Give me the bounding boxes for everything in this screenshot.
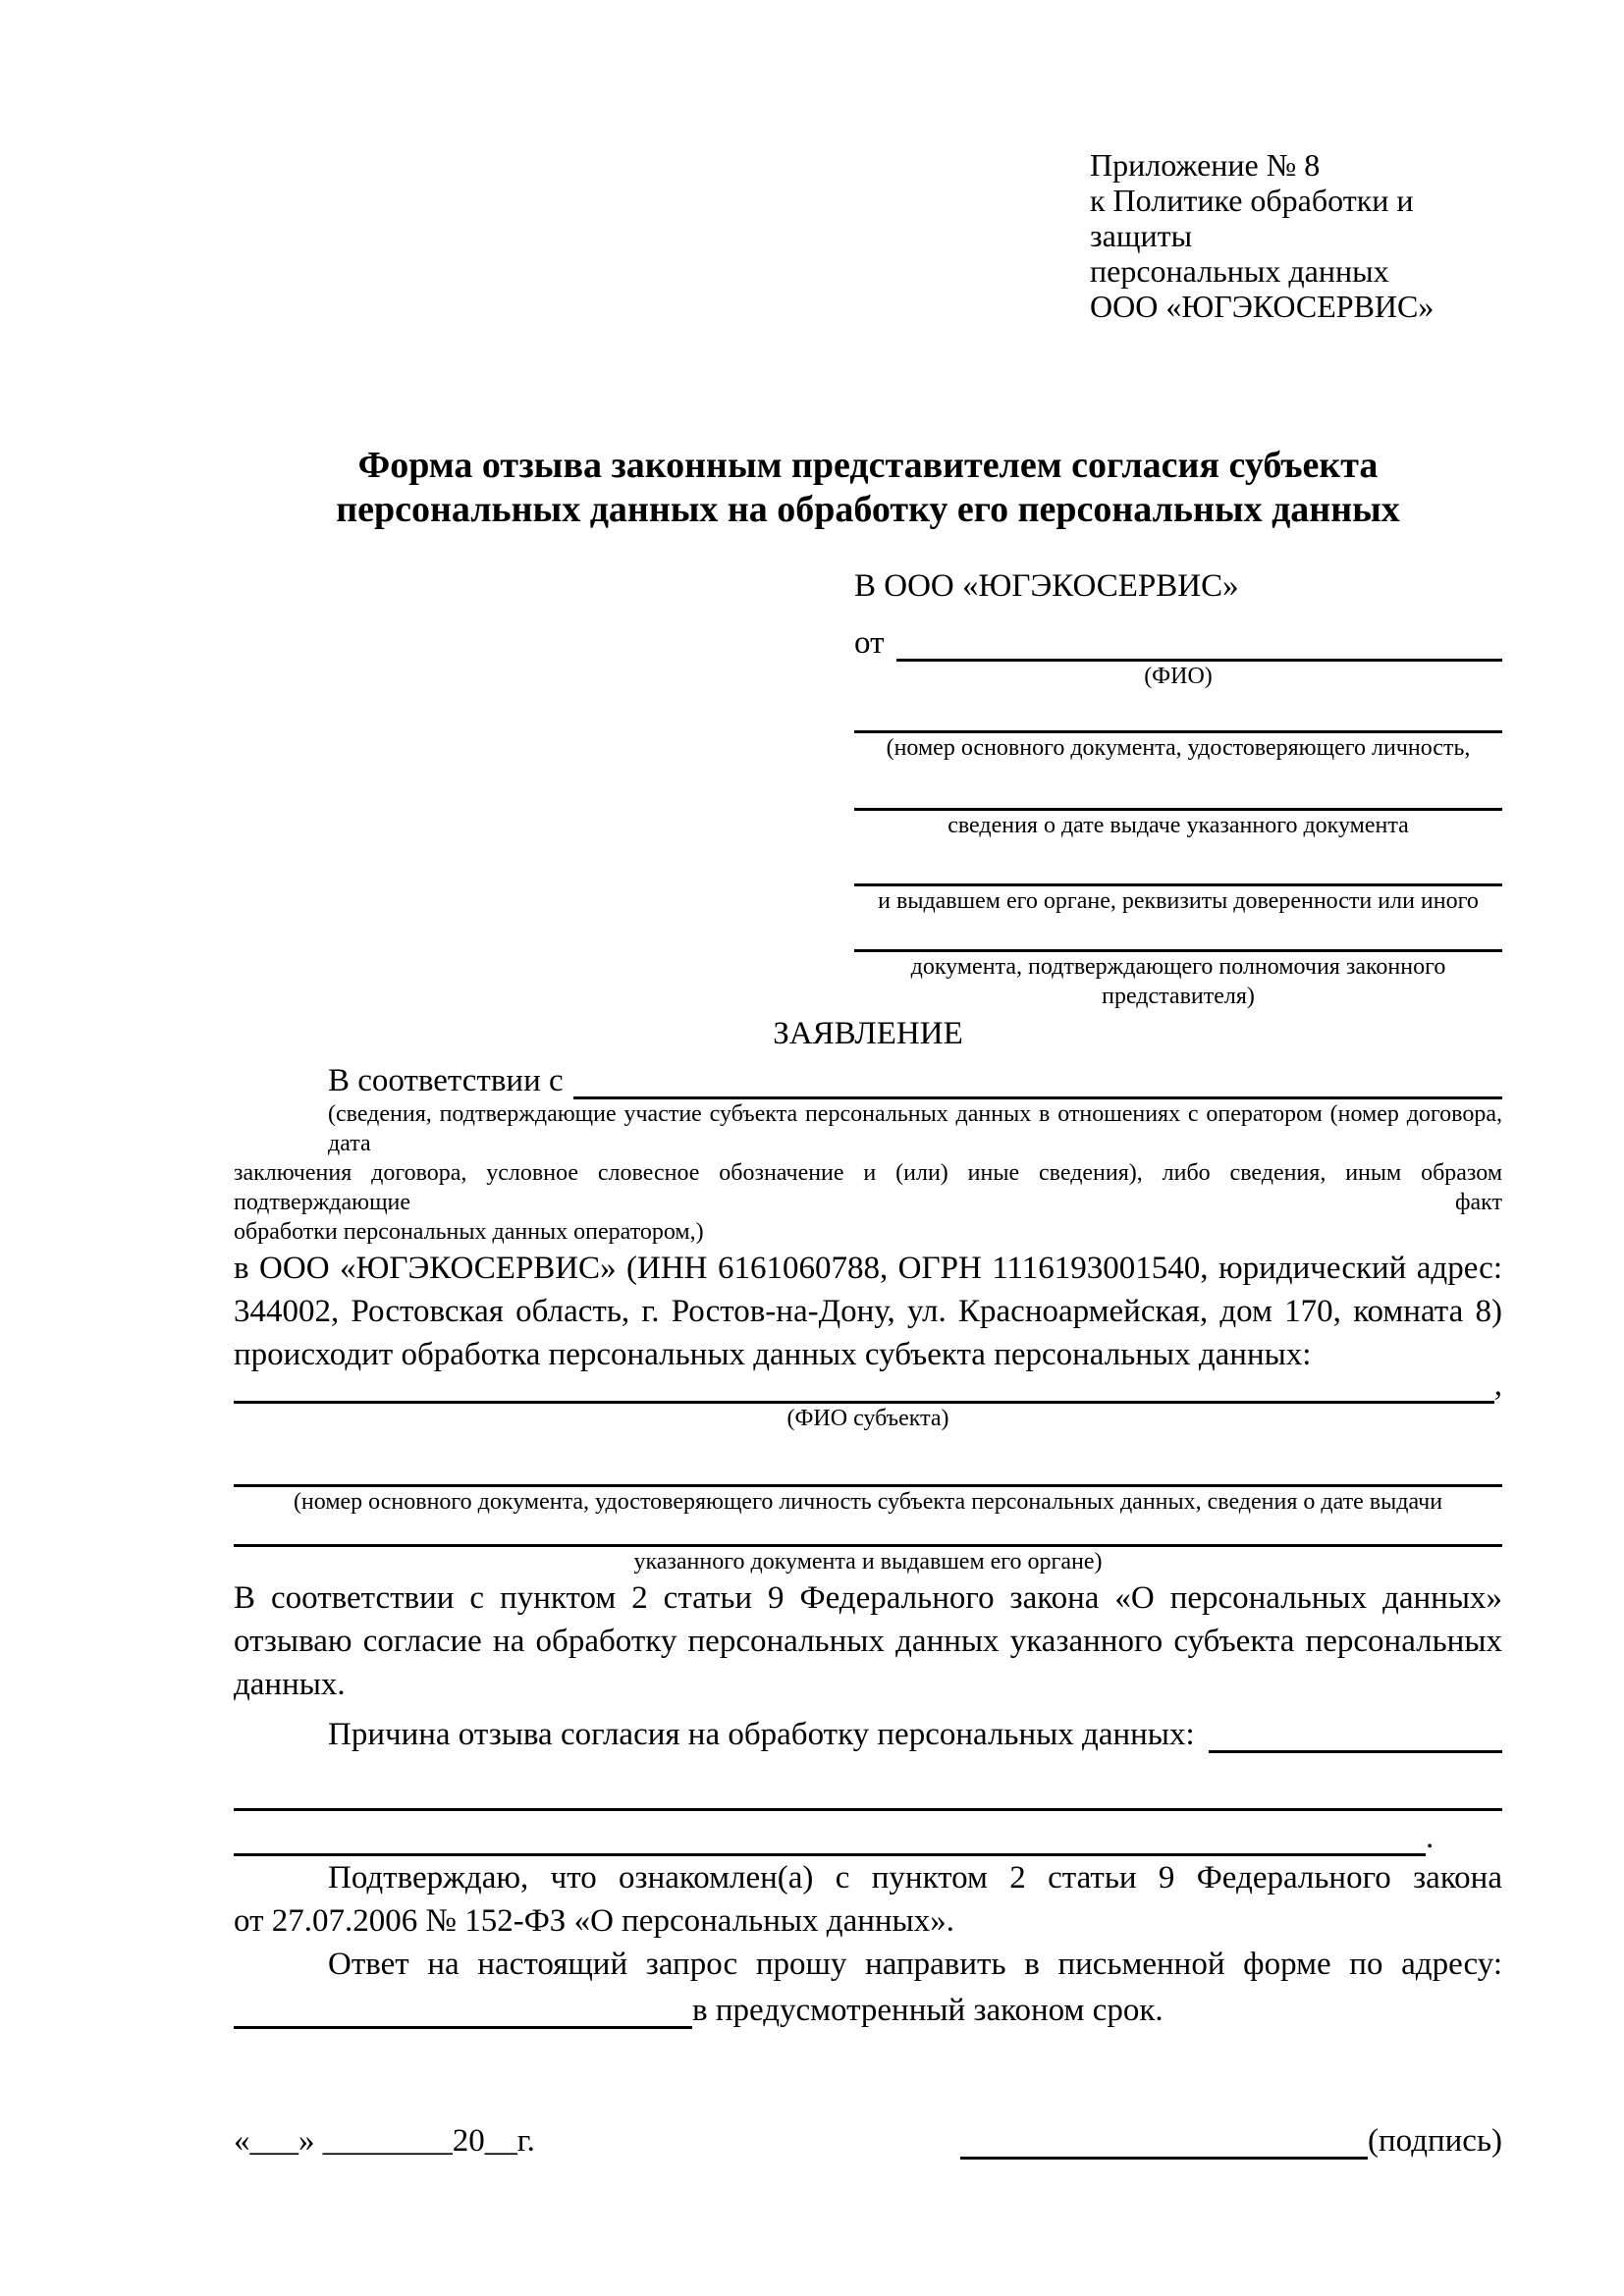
signature-caption: (подпись) — [1368, 2123, 1502, 2159]
withdrawal-paragraph-line: отзываю согласие на обработку персональных данных указанного субъекта персональных — [234, 1624, 1502, 1659]
withdrawal-paragraph-line: данных. — [234, 1667, 346, 1702]
from-label: от — [854, 625, 885, 661]
subject-fio-line — [234, 1367, 1502, 1404]
intro-line — [234, 1056, 1502, 1099]
relation-note-line: обработки персональных данных оператором,) — [234, 1219, 704, 1245]
reason-prefix: Причина отзыва согласия на обработку персональных данных: — [328, 1717, 1195, 1752]
date-blank-template: «___» ________20__г. — [234, 2123, 535, 2159]
confirmation-paragraph-line: от 27.07.2006 № 152-ФЗ «О персональных данных». — [234, 1903, 954, 1939]
intro-prefix: В соответствии с — [328, 1063, 564, 1098]
appendix-header-line: Приложение № 8 — [1090, 147, 1321, 183]
statement-heading: ЗАЯВЛЕНИЕ — [773, 1016, 963, 1051]
subject-document-caption: (номер основного документа, удостоверяющего личность субъекта персональных данных, сведения о дате выдачи — [293, 1489, 1443, 1515]
document-title — [234, 444, 1502, 532]
withdrawal-paragraph-line: В соответствии с пунктом 2 статьи 9 Федерального закона «О персональных данных» — [234, 1580, 1502, 1616]
signature-blank-line — [960, 2157, 1368, 2160]
operator-paragraph-line: 344002, Ростовская область, г. Ростов-на-Дону, ул. Красноармейская, дом 170, комната 8) — [234, 1294, 1502, 1329]
document-title-line: персональных данных на обработку его персональных данных — [336, 489, 1400, 530]
relation-note — [234, 1099, 1502, 1247]
addressee-block — [854, 565, 1502, 1011]
reply-address-blank-line — [234, 2026, 692, 2029]
reply-paragraph-line: Ответ на настоящий запрос прошу направить в письменной форме по адресу: — [328, 1947, 1502, 1982]
reason-blank-end-line — [234, 1811, 1502, 1856]
reason-blank-line — [1209, 1750, 1502, 1753]
signing-area — [234, 2123, 1502, 2160]
reply-paragraph-suffix: в предусмотренный законом срок. — [692, 1993, 1164, 2028]
fio-caption: (ФИО) — [1144, 664, 1213, 689]
confirmation-paragraph-line: Подтверждаю, что ознакомлен(а) с пунктом 2 статьи 9 Федерального закона — [328, 1860, 1502, 1896]
subject-document-blank-line — [234, 1433, 1502, 1487]
withdrawal-paragraph — [234, 1576, 1502, 1706]
appendix-header — [1090, 147, 1502, 324]
signature-line — [960, 2123, 1502, 2160]
operator-paragraph-line: в ООО «ЮГЭКОСЕРВИС» (ИНН 6161060788, ОГРН 1116193001540, юридический адрес: — [234, 1251, 1502, 1286]
blank-caption: и выдавшем его органе, реквизиты доверенности или иного — [878, 888, 1479, 914]
relation-note-line: заключения договора, условное словесное обозначение и (или) иные сведения), либо сведения, иным образом подтверждающие факт — [234, 1160, 1502, 1215]
blank-caption: сведения о дате выдаче указанного документа — [947, 813, 1409, 838]
representative-document-blank-line — [854, 916, 1502, 952]
appendix-header-line: ООО «ЮГЭКОСЕРВИС» — [1090, 289, 1435, 324]
representative-document-blank-line — [854, 763, 1502, 811]
reason-line — [234, 1706, 1502, 1753]
reply-address-line — [234, 1986, 1502, 2029]
appendix-header-line: персональных данных — [1090, 253, 1389, 289]
blank-caption: (номер основного документа, удостоверяющего личность, — [886, 735, 1471, 761]
from-line — [854, 607, 1502, 662]
subject-line-comma: , — [1493, 1367, 1502, 1403]
representative-document-blank-line — [854, 691, 1502, 733]
relation-note-line: (сведения, подтверждающие участие субъекта персональных данных в отношениях с оператором (номер договора, дата — [328, 1101, 1502, 1156]
operator-paragraph — [234, 1247, 1502, 1376]
appendix-header-line: к Политике обработки и защиты — [1090, 183, 1414, 253]
operator-paragraph-line: происходит обработка персональных данных субъекта персональных данных: — [234, 1337, 1312, 1372]
addressee-organization: В ООО «ЮГЭКОСЕРВИС» — [854, 568, 1239, 604]
confirmation-paragraph — [234, 1856, 1502, 1943]
document-title-line: Форма отзыва законным представителем согласия субъекта — [357, 445, 1379, 486]
subject-fio-caption: (ФИО субъекта) — [786, 1406, 949, 1431]
subject-document-blank-line — [234, 1517, 1502, 1547]
blank-line-period: . — [1426, 1820, 1435, 1855]
subject-document-caption: указанного документа и выдавшем его органе) — [633, 1549, 1103, 1575]
representative-document-blank-line — [854, 840, 1502, 886]
blank-caption: документа, подтверждающего полномочия законного представителя) — [910, 954, 1446, 1009]
reply-paragraph — [234, 1943, 1502, 1986]
reason-blank-line — [234, 1753, 1502, 1811]
